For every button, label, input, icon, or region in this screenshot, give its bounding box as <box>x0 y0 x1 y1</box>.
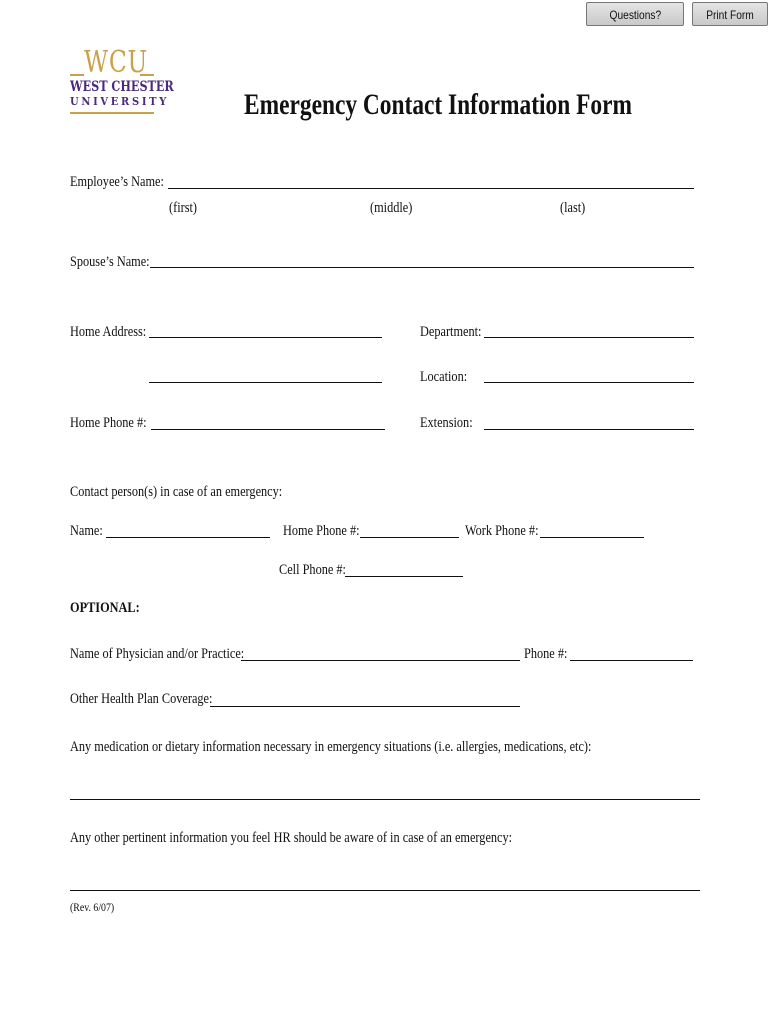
physician-label: Name of Physician and/or Practice: <box>70 646 245 662</box>
medication-label: Any medication or dietary information necessary in emergency situations (i.e. allergies, medications, etc): <box>70 739 592 755</box>
logo-wcu-text: WCU <box>84 45 149 80</box>
contact-home-phone-label: Home Phone #: <box>283 523 360 539</box>
name-middle-caption: (middle) <box>370 200 413 216</box>
contact-home-phone-field[interactable] <box>360 537 459 538</box>
logo-west-chester: WEST CHESTER <box>70 79 174 95</box>
logo-university: UNIVERSITY <box>70 95 169 108</box>
contact-work-phone-field[interactable] <box>540 537 644 538</box>
health-plan-label: Other Health Plan Coverage: <box>70 691 213 707</box>
medication-field[interactable] <box>70 799 700 800</box>
contact-heading: Contact person(s) in case of an emergency: <box>70 484 283 500</box>
contact-name-label: Name: <box>70 523 103 539</box>
home-address-field-2[interactable] <box>149 382 382 383</box>
home-phone-label: Home Phone #: <box>70 415 147 431</box>
extension-label: Extension: <box>420 415 473 431</box>
print-form-button[interactable] <box>692 2 768 26</box>
extension-field[interactable] <box>484 429 694 430</box>
form-title: Emergency Contact Information Form <box>244 88 632 121</box>
location-field[interactable] <box>484 382 694 383</box>
print-form-button-label: Print Form <box>706 8 754 22</box>
health-plan-field[interactable] <box>210 706 520 707</box>
contact-name-field[interactable] <box>106 537 270 538</box>
name-first-caption: (first) <box>169 200 198 216</box>
revision-note: (Rev. 6/07) <box>70 900 115 914</box>
contact-cell-phone-field[interactable] <box>345 576 463 577</box>
contact-work-phone-label: Work Phone #: <box>465 523 539 539</box>
location-label: Location: <box>420 369 468 385</box>
department-field[interactable] <box>484 337 694 338</box>
contact-cell-phone-label: Cell Phone #: <box>279 562 346 578</box>
other-info-label: Any other pertinent information you feel HR should be aware of in case of an emergency: <box>70 830 513 846</box>
questions-button[interactable] <box>586 2 684 26</box>
physician-field[interactable] <box>241 660 520 661</box>
physician-phone-label: Phone #: <box>524 646 568 662</box>
name-last-caption: (last) <box>560 200 586 216</box>
optional-heading: OPTIONAL: <box>70 600 140 616</box>
questions-button-label: Questions? <box>609 8 661 22</box>
physician-phone-field[interactable] <box>570 660 693 661</box>
other-info-field[interactable] <box>70 890 700 891</box>
home-phone-field[interactable] <box>151 429 385 430</box>
department-label: Department: <box>420 324 482 340</box>
home-address-field-1[interactable] <box>149 337 382 338</box>
home-address-label: Home Address: <box>70 324 147 340</box>
employee-name-label: Employee’s Name: <box>70 174 164 190</box>
employee-name-field[interactable] <box>168 188 694 189</box>
spouse-name-field[interactable] <box>150 267 694 268</box>
spouse-name-label: Spouse’s Name: <box>70 254 150 270</box>
wcu-logo <box>70 45 174 118</box>
